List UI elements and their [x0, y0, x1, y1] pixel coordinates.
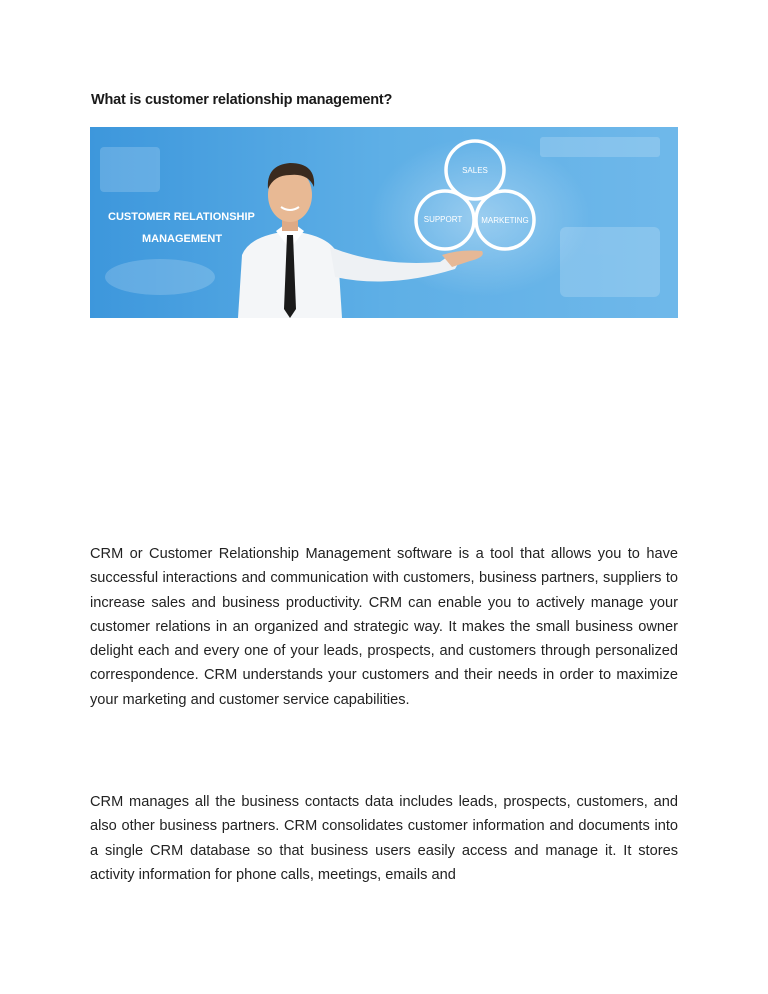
- banner-title-line2: MANAGEMENT: [142, 233, 223, 245]
- support-label: SUPPORT: [423, 215, 463, 224]
- paragraph-crm-contacts: CRM manages all the business contacts data includes leads, prospects, customers, and also other business partners. CRM consolidates customer information and documents into a single CRM database so that business users easily access and manage it. It stores activity information for phone calls, meetings, emails and: [90, 794, 678, 883]
- marketing-label: MARKETING: [481, 216, 529, 225]
- page-heading: What is customer relationship management?: [91, 92, 393, 108]
- sales-label: SALES: [462, 166, 488, 175]
- crm-banner-image: [90, 127, 678, 318]
- banner-title-line1: CUSTOMER RELATIONSHIP: [108, 211, 255, 223]
- paragraph-crm-definition: CRM or Customer Relationship Management software is a tool that allows you to have successful interactions and communication with customers, business partners, suppliers to increase sales and business productivity. CRM can enable you to actively manage your customer relations in an organized and strategic way. It makes the small business owner delight each and every one of your leads, prospects, and customers through personalized correspondence. CRM understands your customers and their needs in order to maximize your marketing and customer service capabilities.: [90, 546, 678, 708]
